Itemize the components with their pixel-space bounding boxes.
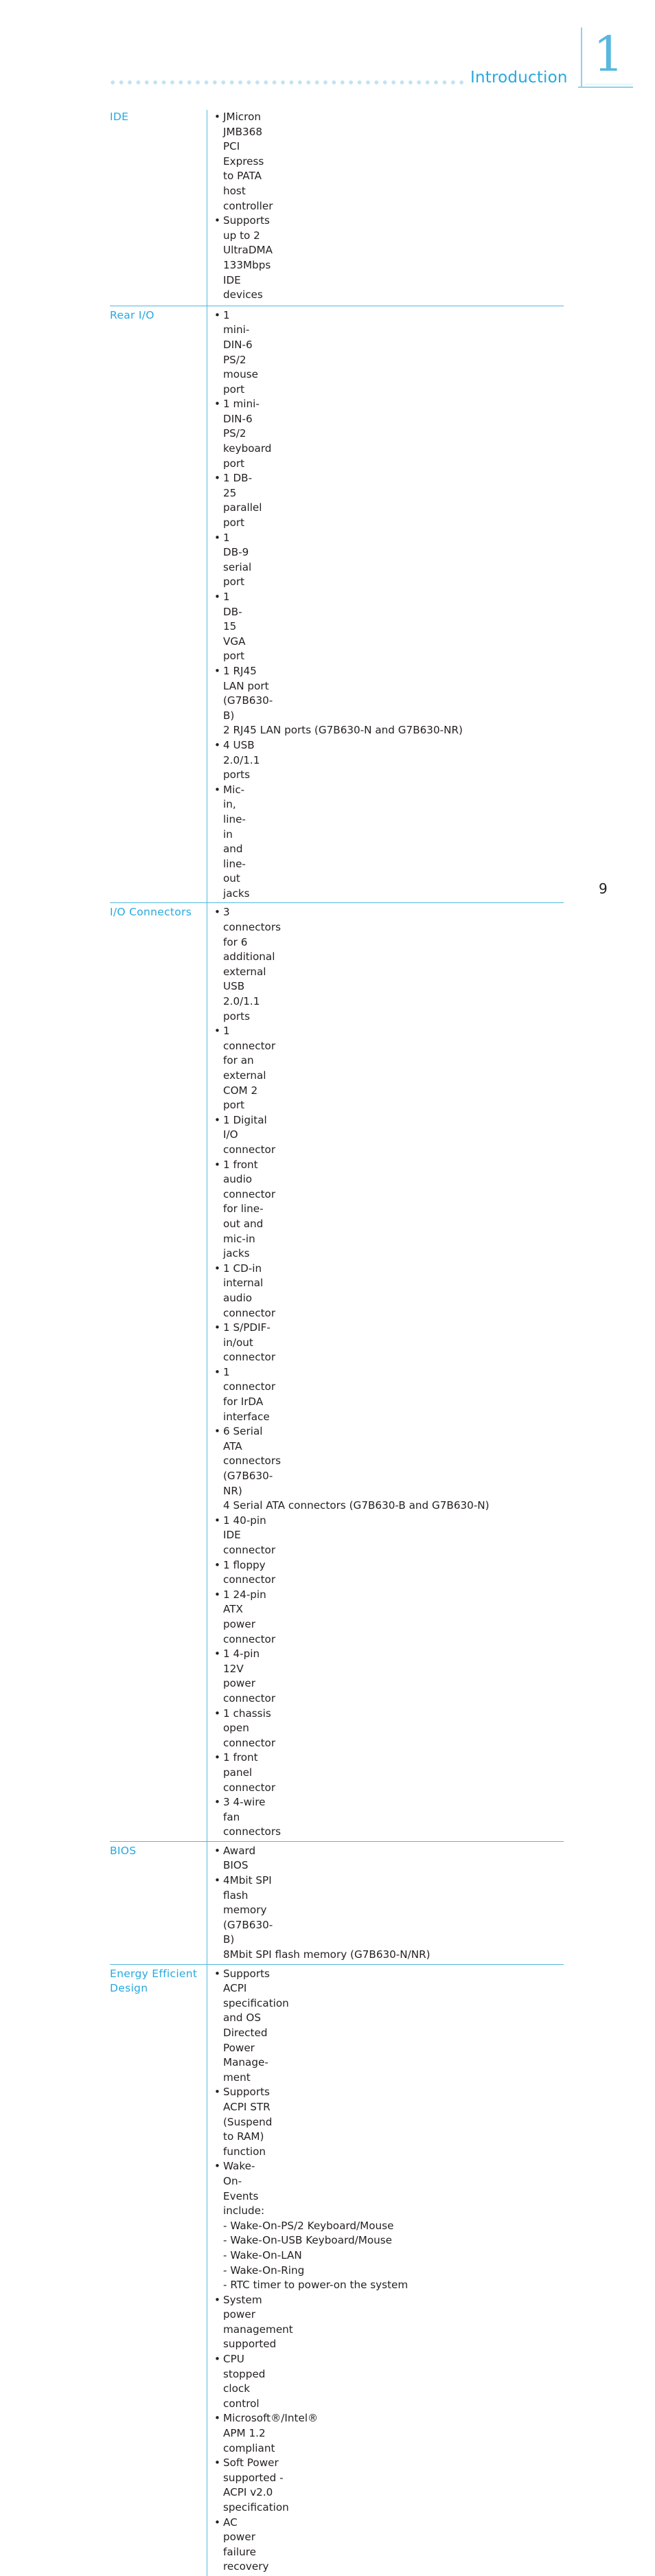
list-item-text: 1 mini-DIN-6 PS/2 keyboard port — [223, 398, 272, 470]
list-item-text: CPU stopped clock control — [223, 2353, 266, 2410]
list-item-text: AC power failure recovery — [223, 2516, 269, 2573]
bullet-icon — [214, 723, 223, 738]
list-item-text: 1 DB-25 parallel port — [223, 472, 262, 529]
list-item — [214, 1588, 276, 1647]
bullet-icon: • — [214, 1514, 220, 1527]
bullet-icon: • — [214, 1648, 220, 1661]
list-item — [214, 397, 272, 471]
list-item-text: Mic-in, line-in and line-out jacks — [223, 783, 250, 900]
spec-items — [207, 110, 564, 306]
bullet-icon: • — [214, 2353, 220, 2366]
bullet-icon — [214, 2233, 223, 2248]
list-item-text: 1 connector for an external COM 2 port — [223, 1025, 276, 1112]
list-item — [214, 2085, 273, 2159]
list-item-text: 4Mbit SPI flash memory (G7B630-B) — [223, 1874, 273, 1946]
list-item-text: - Wake-On-USB Keyboard/Mouse — [223, 2233, 564, 2248]
list-item-text: Award BIOS — [223, 1844, 256, 1872]
list-item — [214, 1321, 276, 1365]
bullet-icon: • — [214, 738, 220, 751]
bullet-icon — [214, 2248, 223, 2264]
bullet-icon: • — [214, 1113, 220, 1126]
list-item — [214, 471, 262, 530]
list-item-text: 1 floppy connector — [223, 1558, 276, 1586]
bullet-icon: • — [214, 783, 220, 796]
list-item — [214, 2352, 266, 2411]
bullet-icon: • — [214, 1558, 220, 1571]
list-item-text: - Wake-On-PS/2 Keyboard/Mouse — [223, 2219, 564, 2234]
list-item — [214, 590, 246, 664]
bullet-icon: • — [214, 2160, 220, 2173]
list-item-text: 1 40-pin IDE connector — [223, 1514, 276, 1556]
bullet-icon: • — [214, 1796, 220, 1809]
bullet-icon: • — [214, 398, 220, 411]
list-item — [214, 1948, 564, 1963]
list-item-text: 1 front panel connector — [223, 1751, 276, 1794]
sub-list-item — [214, 2233, 564, 2248]
spec-label: IDE — [110, 111, 129, 123]
bullet-icon: • — [214, 111, 220, 123]
spec-row — [110, 110, 564, 306]
spec-row — [110, 1965, 564, 2576]
bullet-icon — [214, 2278, 223, 2293]
list-item-text: 1 mini-DIN-6 PS/2 mouse port — [223, 308, 258, 396]
list-item — [214, 1751, 276, 1795]
list-item-text: Soft Power supported - ACPI v2.0 specification — [223, 2457, 289, 2514]
sub-list-item — [214, 2264, 564, 2279]
list-item — [214, 1158, 276, 1262]
list-item-text: 3 4-wire fan connectors — [223, 1796, 281, 1838]
list-item — [214, 1844, 256, 1873]
list-item — [214, 1558, 276, 1588]
bullet-icon: • — [214, 1321, 220, 1334]
bullet-icon — [214, 1948, 223, 1963]
sub-list-item — [214, 2219, 564, 2234]
bullet-icon: • — [214, 2516, 220, 2529]
list-item-text: 1 DB-15 VGA port — [223, 591, 246, 663]
spec-row — [110, 306, 564, 904]
list-item — [214, 1262, 276, 1321]
bullet-icon: • — [214, 1751, 220, 1764]
list-item-text: JMicron JMB368 PCI Express to PATA host controller — [223, 111, 273, 212]
list-item-text: 1 Digital I/O connector — [223, 1113, 276, 1156]
bullet-icon: • — [214, 214, 220, 227]
specification-table — [110, 110, 564, 2576]
list-item — [214, 1514, 276, 1558]
list-item — [214, 531, 252, 590]
chapter-number: 1 — [593, 26, 624, 82]
spec-row — [110, 903, 564, 1841]
list-item-text: - Wake-On-LAN — [223, 2248, 564, 2264]
bullet-icon: • — [214, 2086, 220, 2099]
spec-label: Rear I/O — [110, 308, 154, 321]
list-item — [214, 1967, 289, 2071]
sub-list-item — [214, 2248, 564, 2264]
spec-label: BIOS — [110, 1844, 137, 1857]
spec-items — [207, 1842, 564, 1964]
list-item — [214, 1707, 276, 1751]
bullet-icon: • — [214, 2457, 220, 2470]
list-item-text: 8Mbit SPI flash memory (G7B630-N/NR) — [223, 1948, 430, 1961]
list-item — [214, 308, 258, 398]
bullet-icon: • — [214, 2293, 220, 2306]
bullet-icon: • — [214, 1967, 220, 1980]
list-item — [214, 1873, 273, 1948]
list-item-text: ment — [223, 2071, 251, 2084]
bullet-icon: • — [214, 1425, 220, 1438]
bullet-icon: • — [214, 1844, 220, 1857]
header-dotted-rule — [108, 80, 464, 85]
list-item — [214, 1113, 276, 1158]
list-item — [214, 1365, 276, 1424]
list-item — [214, 1647, 276, 1706]
chapter-frame-vertical — [581, 27, 582, 88]
bullet-icon — [214, 1498, 223, 1514]
spec-items — [207, 306, 564, 903]
bullet-icon: • — [214, 1365, 220, 1378]
list-item-text: Supports ACPI specification and OS Directed Power Manage- — [223, 1967, 289, 2069]
list-item — [214, 1024, 276, 1113]
list-item-text: 3 connectors for 6 additional external USB 2.0/1.1 ports — [223, 906, 281, 1023]
list-item — [214, 1424, 281, 1498]
list-item-text: 2 RJ45 LAN ports (G7B630-N and G7B630-NR) — [223, 724, 463, 737]
spec-label: Energy Efficient Design — [110, 1967, 198, 1995]
list-item-text: Microsoft®/Intel® APM 1.2 compliant — [223, 2412, 319, 2454]
page-number: 9 — [599, 880, 608, 897]
list-item — [214, 738, 260, 783]
list-item-text: 1 S/PDIF-in/out connector — [223, 1321, 276, 1364]
list-item — [214, 2293, 293, 2352]
spec-label: I/O Connectors — [110, 906, 192, 919]
list-item-text: 1 DB-9 serial port — [223, 531, 252, 589]
list-item-text: 1 front audio connector for line-out and mic-in jacks — [223, 1158, 276, 1260]
spec-items — [207, 903, 564, 1840]
list-item-text: 1 chassis open connector — [223, 1707, 276, 1749]
list-item — [214, 1498, 564, 1514]
list-item — [214, 723, 564, 738]
chapter-frame-horizontal — [578, 87, 633, 88]
chapter-title: Introduction — [470, 69, 568, 87]
list-item-text: - Wake-On-Ring — [223, 2264, 564, 2279]
list-item-text: 6 Serial ATA connectors (G7B630-NR) — [223, 1425, 281, 1497]
spec-row — [110, 1842, 564, 1965]
bullet-icon: • — [214, 1707, 220, 1720]
list-item — [214, 2159, 265, 2218]
list-item-text: Supports up to 2 UltraDMA 133Mbps IDE devices — [223, 214, 273, 301]
bullet-icon — [214, 2219, 223, 2234]
list-item-text: 4 USB 2.0/1.1 ports — [223, 738, 260, 782]
bullet-icon: • — [214, 1262, 220, 1275]
bullet-icon: • — [214, 531, 220, 544]
list-item — [214, 2071, 564, 2086]
list-item — [214, 2516, 269, 2575]
sub-list-item — [214, 2278, 564, 2293]
bullet-icon: • — [214, 472, 220, 485]
bullet-icon: • — [214, 1158, 220, 1171]
list-item — [214, 905, 281, 1024]
list-item-text: 1 connector for IrDA interface — [223, 1365, 276, 1423]
bullet-icon: • — [214, 2412, 220, 2425]
list-item-text: 1 RJ45 LAN port (G7B630-B) — [223, 664, 273, 722]
list-item — [214, 664, 273, 723]
bullet-icon: • — [214, 1874, 220, 1887]
bullet-icon: • — [214, 591, 220, 603]
bullet-icon — [214, 2071, 223, 2086]
list-item-text: 1 CD-in internal audio connector — [223, 1262, 276, 1319]
list-item-text: 1 24-pin ATX power connector — [223, 1588, 276, 1645]
bullet-icon: • — [214, 308, 220, 321]
list-item-text: Wake-On-Events include: — [223, 2160, 265, 2218]
list-item-text: System power management supported — [223, 2293, 293, 2351]
list-item — [214, 2411, 319, 2456]
list-item — [214, 110, 273, 214]
list-item — [214, 214, 273, 303]
bullet-icon: • — [214, 1588, 220, 1601]
bullet-icon: • — [214, 906, 220, 919]
list-item-text: Supports ACPI STR (Suspend to RAM) function — [223, 2086, 273, 2158]
list-item-text: 1 4-pin 12V power connector — [223, 1648, 276, 1705]
list-item-text: 4 Serial ATA connectors (G7B630-B and G7B630-N) — [223, 1499, 490, 1512]
list-item-text: - RTC timer to power-on the system — [223, 2278, 564, 2293]
list-item — [214, 1795, 281, 1840]
spec-items — [207, 1965, 564, 2576]
bullet-icon: • — [214, 1025, 220, 1038]
bullet-icon — [214, 2264, 223, 2279]
list-item — [214, 2456, 289, 2515]
list-item — [214, 783, 250, 902]
bullet-icon: • — [214, 664, 220, 677]
